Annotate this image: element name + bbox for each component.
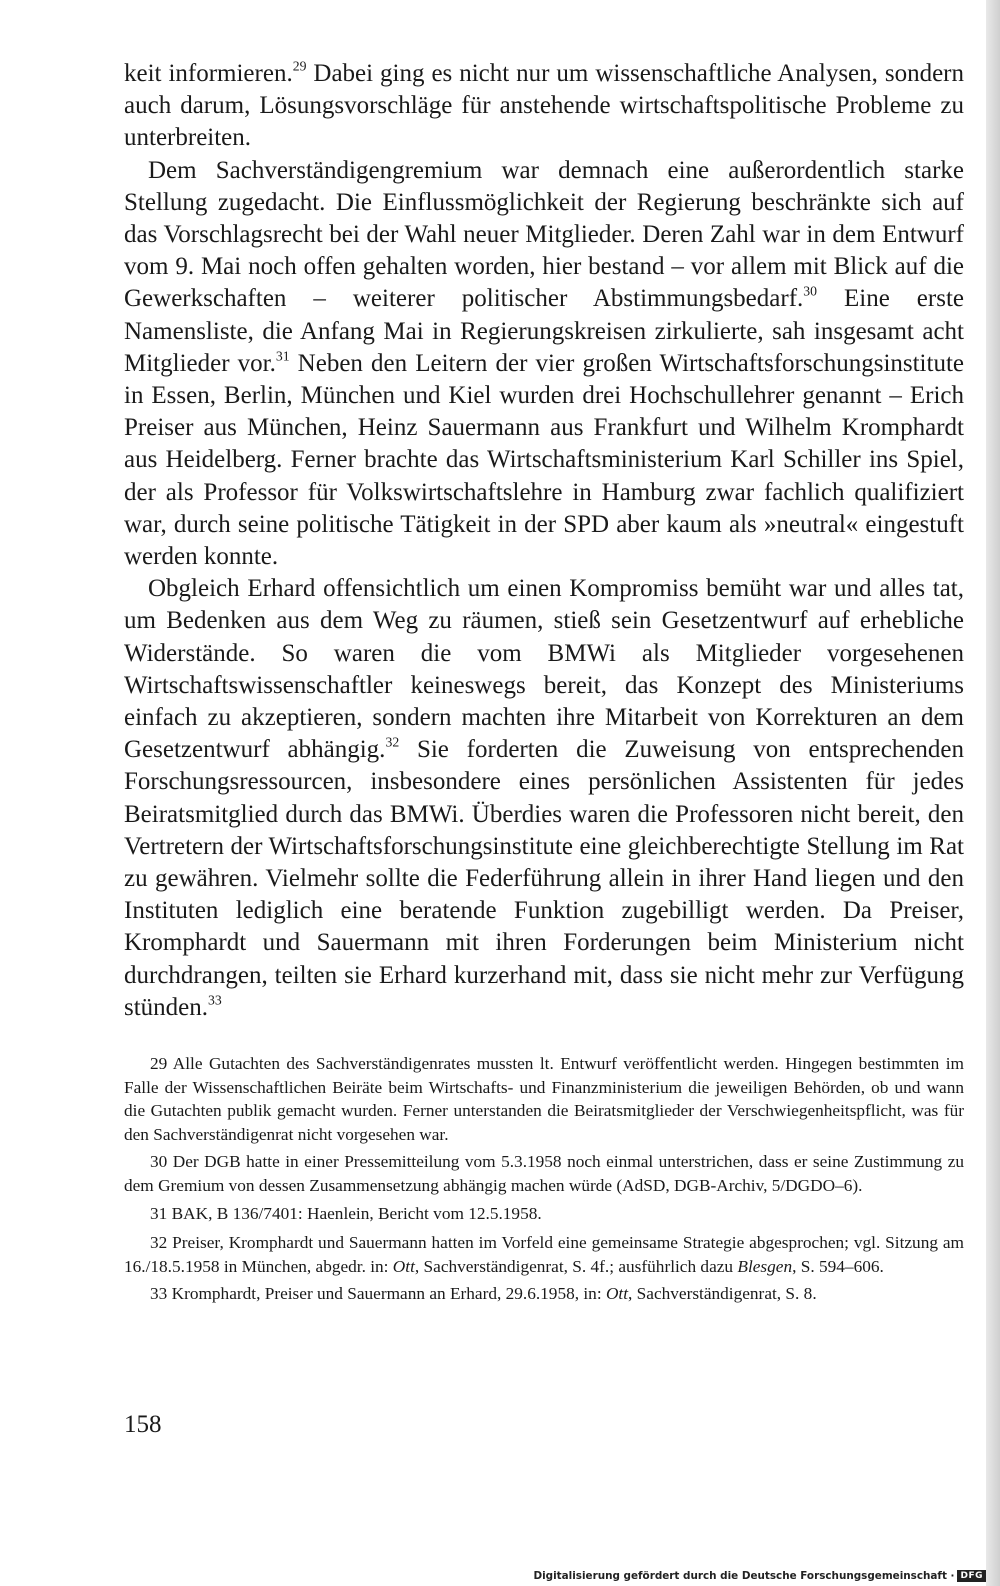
text-span: Eine erste Namensliste, die Anfang Mai in Regierungskreisen zirkulierte, sah insgesamt acht Mitglieder vor. bbox=[124, 285, 964, 377]
page-content bbox=[124, 58, 964, 1310]
credit-text: Digitalisierung gefördert durch die Deutsche Forschungsgemeinschaft · bbox=[533, 1570, 955, 1582]
text-span: Dabei ging es nicht nur um wissenschaftliche Analysen, sondern auch darum, Lösungsvorschläge für anstehende wirtschaftspolitische Probleme zu unterbreiten. bbox=[124, 60, 964, 152]
footnote-ref-30[interactable]: 30 bbox=[803, 284, 818, 300]
paragraph-1 bbox=[124, 58, 964, 155]
text-span: Dem Sachverständigengremium war demnach eine außerordentlich starke Stellung zugedacht. Die Einflussmöglichkeit der Regierung beschränkte sich auf das Vorschlagsrecht bei der Wahl neuer Mitglieder. Deren Zahl war in dem Entwurf vom 9. Mai noch offen gehalten worden, hier bestand – vor allem mit Blick auf die Gewerkschaften – weiterer politischer Abstimmungsbedarf. bbox=[124, 156, 964, 313]
paragraph-3 bbox=[124, 573, 964, 1024]
author-italic: Ott bbox=[605, 1284, 629, 1304]
footnote-31: 31 BAK, B 136/7401: Haenlein, Bericht vom 12.5.1958. bbox=[150, 1203, 542, 1223]
footnote-ref-32[interactable]: 32 bbox=[385, 734, 400, 750]
text-span: keit informieren. bbox=[124, 60, 293, 87]
author-italic: Blesgen bbox=[737, 1256, 793, 1276]
main-text bbox=[124, 58, 964, 1024]
footnote-33 bbox=[124, 1282, 964, 1306]
text-span: 32 Preiser, Kromphardt und Sauermann hatten im Vorfeld eine gemeinsame Strategie abgesprochen; vgl. Sitzung am 16./18.5.1958 in München, abgedr. in: bbox=[124, 1233, 964, 1276]
page-edge bbox=[986, 0, 1000, 1586]
text-span: , Sachverständigenrat, S. 4f.; ausführlich dazu bbox=[414, 1256, 738, 1276]
text-span: Sie forderten die Zuweisung von entsprechenden Forschungsressourcen, insbesondere eines persönlichen Assistenten für jedes Beiratsmitglied durch das BMWi. Überdies waren die Professoren nicht bereit, den Vertretern der Wirtschaftsforschungsinstitute eine gleichberechtigte Stellung im Rat zu gewähren. Vielmehr sollte die Federführung allein in ihrer Hand liegen und den Instituten lediglich eine beratende Funktion zugebilligt werden. Da Preiser, Kromphardt und Sauermann mit ihren Forderungen beim Ministerium nicht durchdrangen, teilten sie Erhard kurzerhand mit, dass sie nicht mehr zur Verfügung stünden. bbox=[124, 736, 965, 1021]
page-number: 158 bbox=[124, 1411, 162, 1438]
paragraph-2 bbox=[124, 155, 964, 574]
footnote-29: 29 Alle Gutachten des Sachverständigenrates mussten lt. Entwurf veröffentlicht werden. Hingegen bestimmten im Falle der Wissenschaftlichen Beiräte beim Wirtschafts- und Finanzministerium die jeweiligen Behörden, ob und wann die Gutachten publik gemacht wurden. Ferner unterstanden die Beiratsmitglieder der Verschwiegenheitspflicht, was für den Sachverständigenrat nicht vorgesehen war. bbox=[124, 1054, 964, 1144]
footnote-ref-29[interactable]: 29 bbox=[292, 58, 307, 74]
text-span: 33 Kromphardt, Preiser und Sauermann an Erhard, 29.6.1958, in: bbox=[150, 1284, 606, 1304]
text-span: , S. 594–606. bbox=[792, 1256, 884, 1276]
dfg-logo-icon: DFG bbox=[957, 1570, 986, 1582]
digitization-credit bbox=[534, 1570, 987, 1582]
author-italic: Ott bbox=[392, 1256, 415, 1276]
footnotes bbox=[124, 1052, 964, 1306]
footnote-ref-33[interactable]: 33 bbox=[208, 992, 222, 1008]
text-span: Neben den Leitern der vier großen Wirtschaftsforschungsinstitute in Essen, Berlin, München und Kiel wurden drei Hochschullehrer genannt – Erich Preiser aus München, Heinz Sauermann aus Frankfurt und Wilhelm Kromphardt aus Heidelberg. Ferner brachte das Wirtschaftsministerium Karl Schiller ins Spiel, der als Professor für Volkswirtschaftslehre in Hamburg zwar fachlich qualifiziert war, durch seine politische Tätigkeit in der SPD aber kaum als »neutral« eingestuft werden konnte. bbox=[124, 349, 964, 571]
text-span: Obgleich Erhard offensichtlich um einen Kompromiss bemüht war und alles tat, um Bedenken aus dem Weg zu räumen, stieß sein Gesetzentwurf auf erhebliche Widerstände. So waren die vom BMWi als Mitglieder vorgesehenen Wirtschaftswissenschaftler keineswegs bereit, das Konzept des Ministeriums einfach zu akzeptieren, sondern machten ihre Mitarbeit von Korrekturen an dem Gesetzentwurf abhängig. bbox=[124, 575, 964, 764]
footnote-30: 30 Der DGB hatte in einer Pressemitteilung vom 5.3.1958 noch einmal unterstrichen, dass er seine Zustimmung zu dem Gremium von dessen Zusammensetzung abhängig machen würde (AdSD, DGB-Archiv, 5/DGDO–6). bbox=[124, 1152, 964, 1196]
footnote-32 bbox=[124, 1231, 964, 1278]
text-span: , Sachverständigenrat, S. 8. bbox=[628, 1284, 817, 1304]
footnote-ref-31[interactable]: 31 bbox=[275, 348, 290, 364]
